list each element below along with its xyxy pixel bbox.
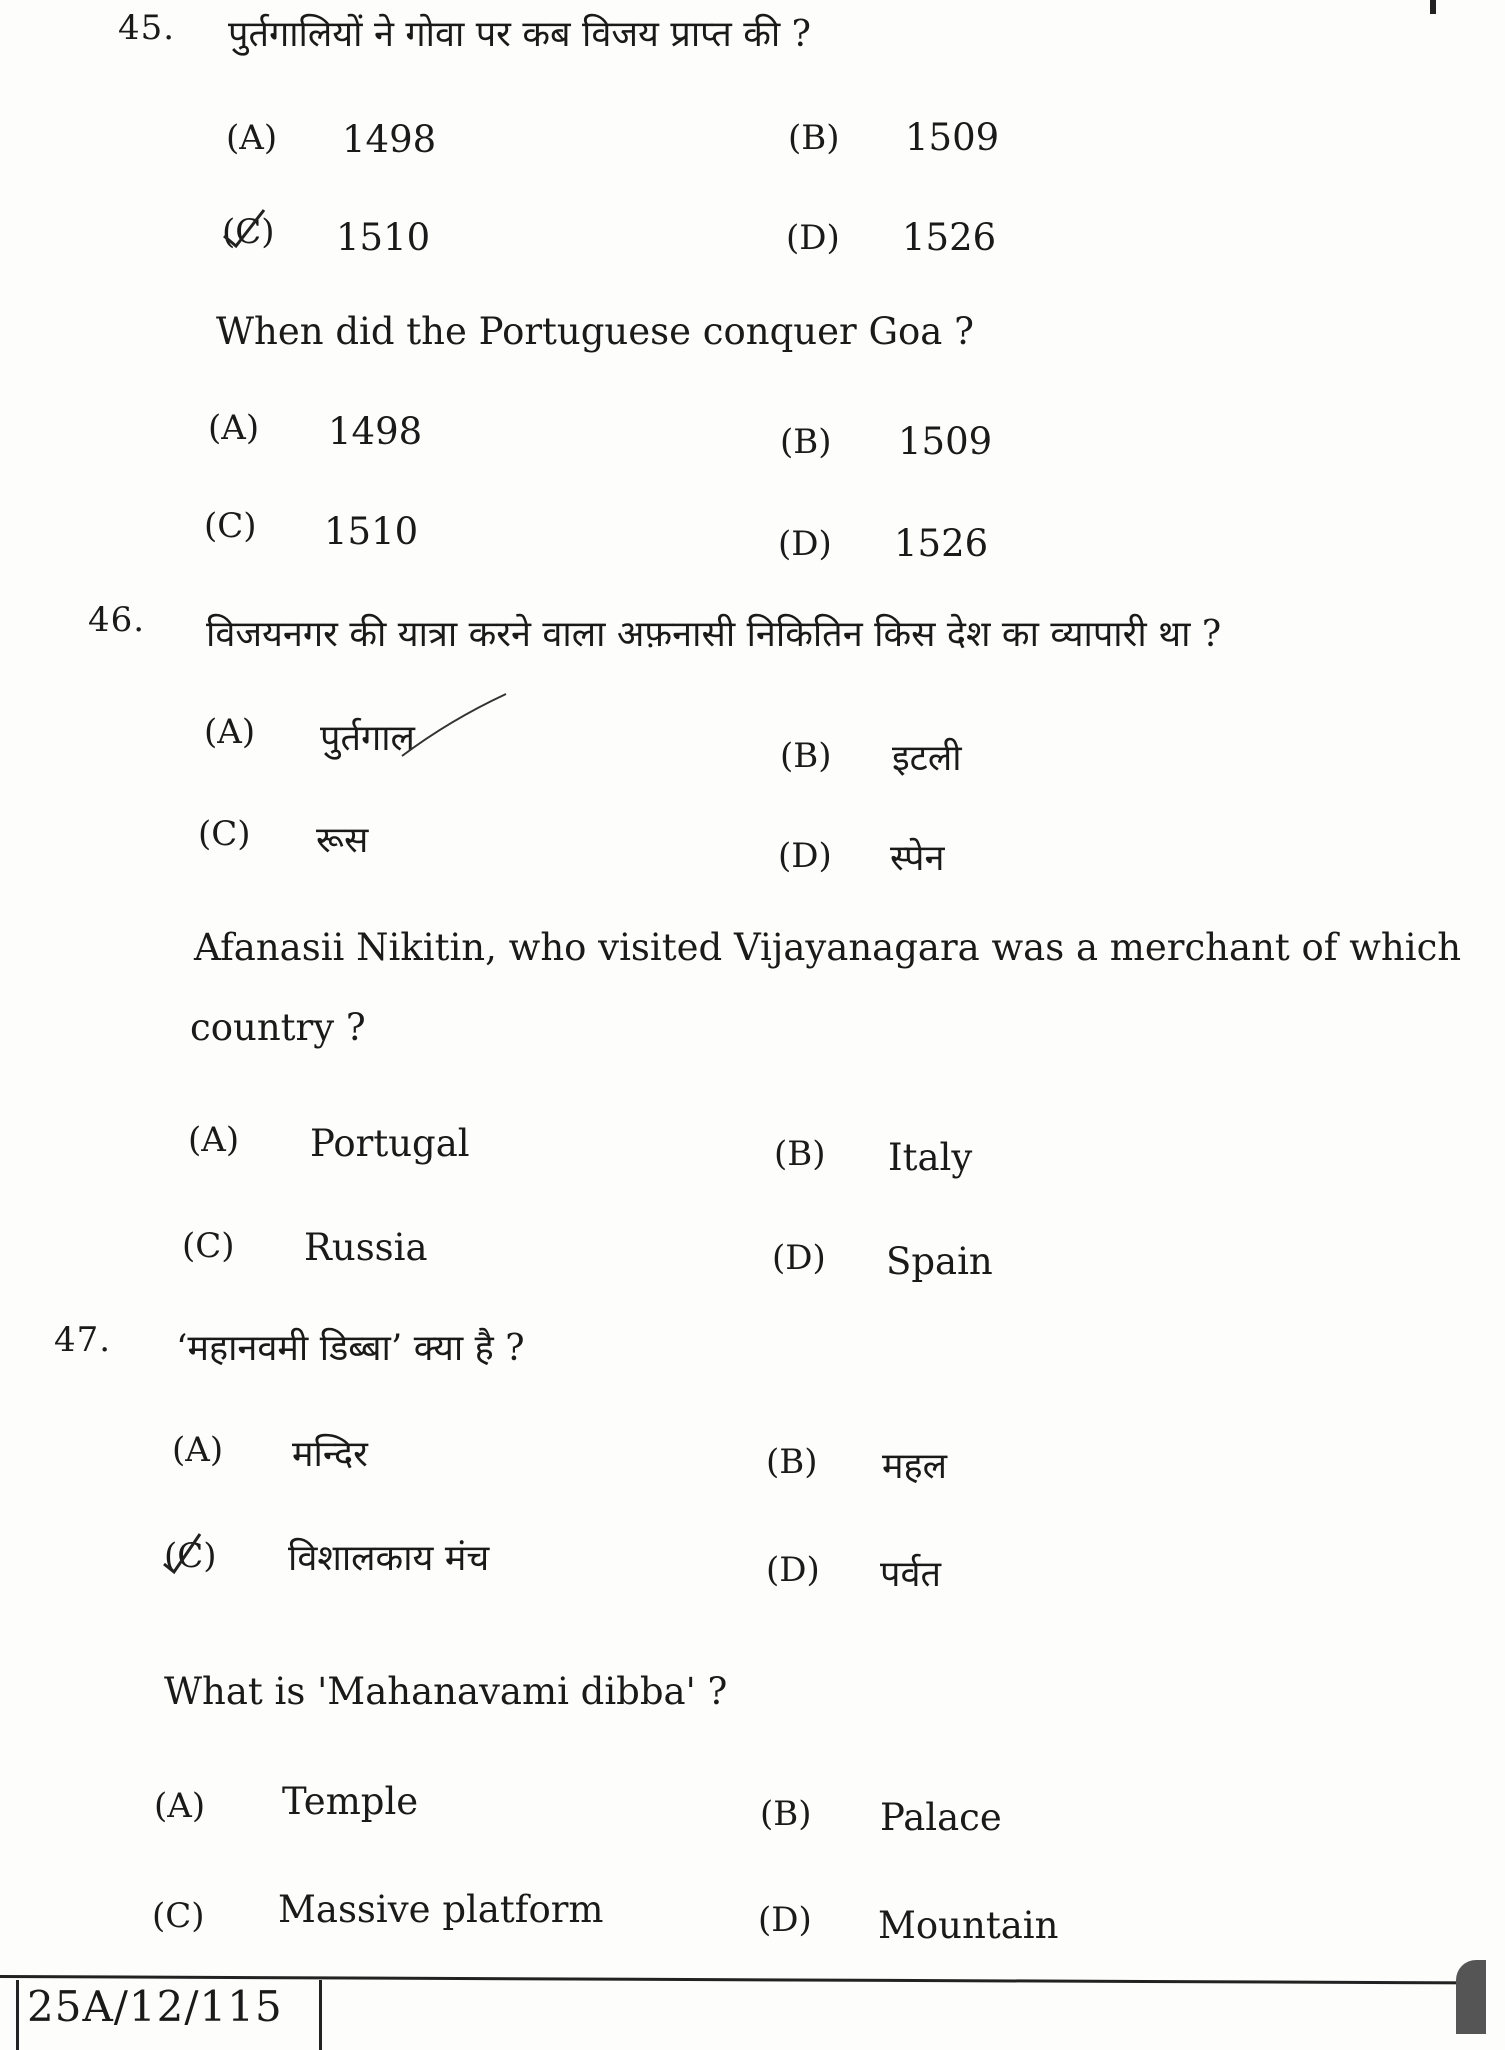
- edge-mark: [1430, 0, 1436, 14]
- q45-hi-option-c-label: (C): [222, 212, 275, 252]
- footer-code-box: [16, 1980, 322, 2050]
- q45-english-question: When did the Portuguese conquer Goa ?: [216, 310, 974, 353]
- q47-hi-option-b-label: (B): [766, 1442, 818, 1482]
- q46-en-option-d-label: (D): [772, 1238, 826, 1278]
- q45-hi-option-a-label: (A): [226, 118, 278, 158]
- q45-hi-option-d-value: 1526: [902, 216, 997, 259]
- q47-en-option-c-label: (C): [152, 1896, 205, 1936]
- q47-hi-option-c-value: विशालकाय मंच: [288, 1538, 490, 1579]
- answer-tick-mark: [220, 206, 270, 250]
- q47-en-option-a-label: (A): [154, 1786, 206, 1826]
- q46-hi-option-d-value: स्पेन: [890, 838, 945, 879]
- q45-en-option-d-label: (D): [778, 524, 832, 564]
- q45-en-option-c-value: 1510: [324, 510, 419, 553]
- q45-en-option-b-value: 1509: [898, 420, 993, 463]
- q47-hindi-question: ‘महानवमी डिब्बा’ क्या है ?: [176, 1328, 525, 1369]
- footer-code: 25A/12/115: [27, 1982, 283, 2031]
- q47-hi-option-b-value: महल: [882, 1446, 948, 1487]
- q46-hi-option-c-label: (C): [198, 814, 251, 854]
- q46-number: 46.: [88, 600, 146, 640]
- q46-english-question-line1: Afanasii Nikitin, who visited Vijayanagara was a merchant of which: [194, 926, 1462, 969]
- q47-hi-option-a-label: (A): [172, 1430, 224, 1470]
- q47-english-question: What is 'Mahanavami dibba' ?: [164, 1670, 728, 1713]
- q46-hi-option-d-label: (D): [778, 836, 832, 876]
- q46-en-option-a-value: Portugal: [310, 1122, 470, 1165]
- q46-en-option-a-label: (A): [188, 1120, 240, 1160]
- q47-hi-option-d-value: पर्वत: [880, 1554, 941, 1595]
- q45-en-option-a-label: (A): [208, 408, 260, 448]
- q47-en-option-d-value: Mountain: [878, 1904, 1059, 1947]
- strike-mark: [400, 690, 510, 760]
- q45-number: 45.: [118, 8, 176, 48]
- q46-hi-option-a-value: पुर्तगाल: [320, 718, 415, 759]
- q47-en-option-b-value: Palace: [880, 1796, 1002, 1839]
- q45-en-option-d-value: 1526: [894, 522, 989, 565]
- q45-en-option-b-label: (B): [780, 422, 832, 462]
- q45-hindi-question: पुर्तगालियों ने गोवा पर कब विजय प्राप्त की ?: [228, 14, 811, 55]
- q47-hi-option-d-label: (D): [766, 1550, 820, 1590]
- q47-number: 47.: [54, 1320, 112, 1360]
- edge-shadow: [1456, 1960, 1486, 2034]
- q47-hi-option-a-value: मन्दिर: [292, 1434, 368, 1475]
- q46-en-option-b-label: (B): [774, 1134, 826, 1174]
- q45-hi-option-a-value: 1498: [342, 118, 437, 161]
- q46-english-question-line2: country ?: [190, 1006, 366, 1049]
- q47-en-option-a-value: Temple: [282, 1780, 419, 1823]
- q45-en-option-c-label: (C): [204, 506, 257, 546]
- q46-hindi-question: विजयनगर की यात्रा करने वाला अफ़नासी निकितिन किस देश का व्यापारी था ?: [206, 614, 1222, 655]
- q46-hi-option-a-label: (A): [204, 712, 256, 752]
- q46-en-option-c-value: Russia: [304, 1226, 428, 1269]
- q47-en-option-d-label: (D): [758, 1900, 812, 1940]
- q45-hi-option-c-value: 1510: [336, 216, 431, 259]
- answer-tick-mark: [160, 1530, 204, 1576]
- q45-hi-option-b-value: 1509: [905, 116, 1000, 159]
- q46-hi-option-c-value: रूस: [316, 820, 369, 861]
- q46-hi-option-b-label: (B): [780, 736, 832, 776]
- q46-en-option-c-label: (C): [182, 1226, 235, 1266]
- q45-hi-option-d-label: (D): [786, 218, 840, 258]
- q46-en-option-d-value: Spain: [886, 1240, 993, 1283]
- q47-hi-option-c-label: (C): [164, 1536, 217, 1576]
- q47-en-option-c-value: Massive platform: [278, 1888, 604, 1931]
- q46-en-option-b-value: Italy: [888, 1136, 973, 1179]
- q45-en-option-a-value: 1498: [328, 410, 423, 453]
- q45-hi-option-b-label: (B): [788, 118, 840, 158]
- q47-en-option-b-label: (B): [760, 1794, 812, 1834]
- q46-hi-option-b-value: इटली: [892, 738, 962, 779]
